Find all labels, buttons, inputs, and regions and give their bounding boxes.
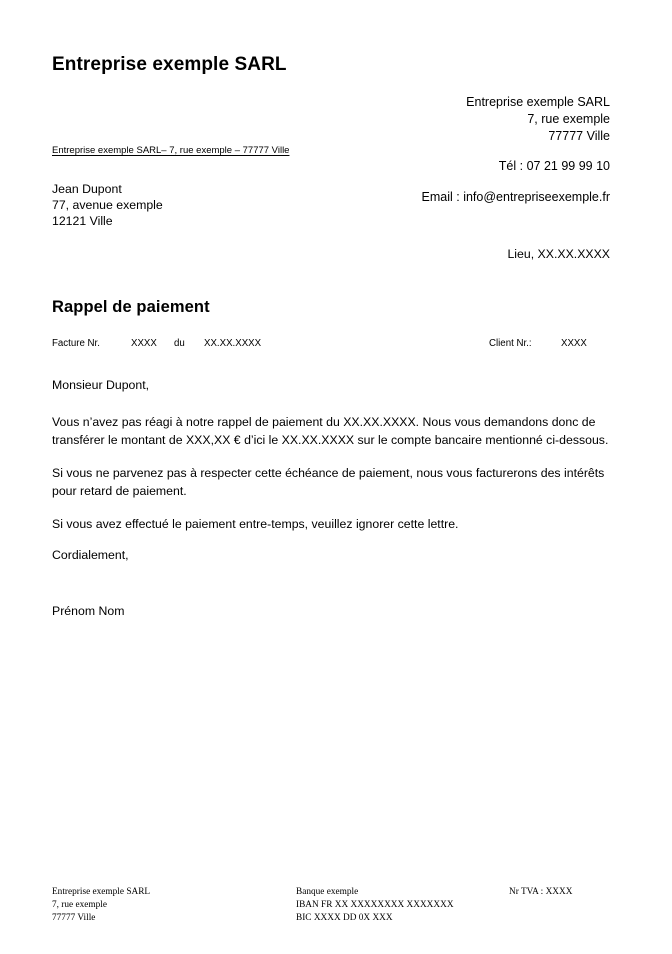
recipient-street: 77, avenue exemple <box>52 198 163 213</box>
invoice-number-label: Facture Nr. <box>52 338 100 349</box>
recipient-address-block <box>52 181 163 230</box>
footer-company-street: 7, rue exemple <box>52 900 107 911</box>
footer-bank-bic: BIC XXXX DD 0X XXX <box>296 913 393 924</box>
closing-line: Cordialement, <box>52 548 129 562</box>
body-paragraph-1: Vous n’avez pas réagi à notre rappel de paiement du XX.XX.XXXX. Nous vous demandons donc de transférer le montant de XXX,XX € d’ici le XX.XX.XXXX sur le compte bancaire mentionné ci-dessous. <box>52 415 609 447</box>
footer-company-city: 77777 Ville <box>52 913 96 924</box>
client-number-value: XXXX <box>561 338 587 349</box>
invoice-date-label: du <box>174 338 185 349</box>
sender-contact-block <box>422 94 610 206</box>
footer-company-name: Entreprise exemple SARL <box>52 887 151 897</box>
client-number-label: Client Nr.: <box>489 338 532 349</box>
place-and-date: Lieu, XX.XX.XXXX <box>507 247 610 261</box>
footer-bank-column <box>296 886 454 926</box>
subject-heading: Rappel de paiement <box>52 298 210 316</box>
company-title: Entreprise exemple SARL <box>52 54 287 75</box>
footer-tax-column <box>509 886 572 899</box>
body-paragraph-2: Si vous ne parvenez pas à respecter cette échéance de paiement, nous vous facturerons des intérêts pour retard de paiement. <box>52 466 605 498</box>
recipient-name: Jean Dupont <box>52 182 122 196</box>
body-paragraph-3: Si vous avez effectué le paiement entre-temps, veuillez ignorer cette lettre. <box>52 517 459 532</box>
sender-phone: Tél : 07 21 99 99 10 <box>498 159 610 174</box>
signature-name: Prénom Nom <box>52 604 125 618</box>
footer-company-column <box>52 886 150 926</box>
footer-bank-iban: IBAN FR XX XXXXXXXX XXXXXXX <box>296 900 454 911</box>
recipient-city: 12121 Ville <box>52 214 113 229</box>
sender-street: 7, rue exemple <box>527 111 610 126</box>
reference-row <box>52 338 610 352</box>
footer-vat-number: Nr TVA : XXXX <box>509 887 573 897</box>
letter-body <box>52 377 626 550</box>
sender-email: Email : info@entrepriseexemple.fr <box>421 190 610 204</box>
footer-bank-name: Banque exemple <box>296 887 359 897</box>
sender-company-name: Entreprise exemple SARL <box>466 95 610 109</box>
invoice-date-value: XX.XX.XXXX <box>204 338 262 349</box>
invoice-number-value: XXXX <box>131 338 157 349</box>
salutation: Monsieur Dupont, <box>52 378 150 392</box>
sender-city: 77777 Ville <box>548 128 610 143</box>
sender-address-line: Entreprise exemple SARL– 7, rue exemple – 77777 Ville <box>52 145 290 156</box>
